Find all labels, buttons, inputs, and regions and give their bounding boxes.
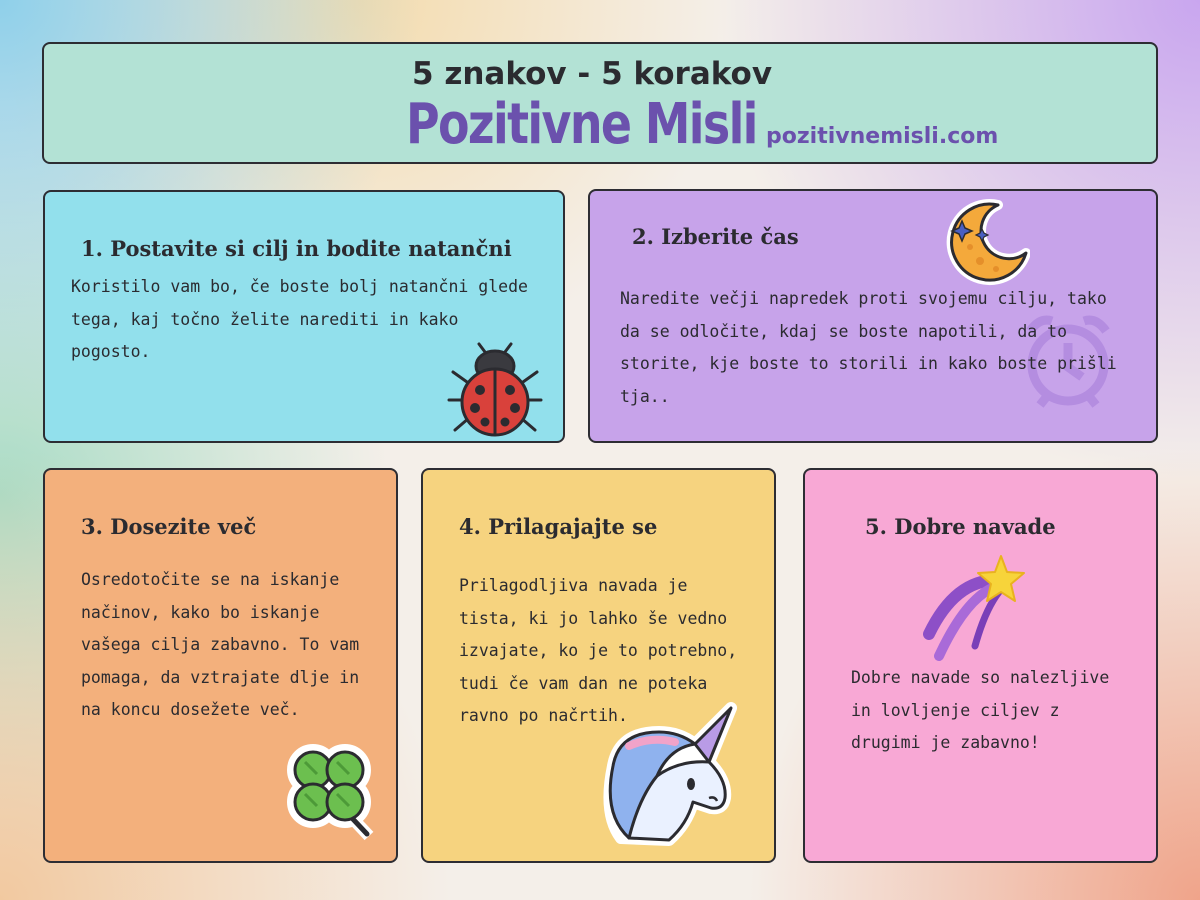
clover-icon (277, 738, 381, 842)
step-5-text: Dobre navade so nalezljive in lovljenje ciljev z drugimi je zabavno! (851, 668, 1110, 752)
step-1-title: 1. Postavite si cilj in bodite natančni (81, 236, 512, 261)
step-2-title: 2. Izberite čas (632, 224, 799, 249)
step-2-text: Naredite večji napredek proti svojemu cilju, tako da se odločite, kdaj se boste napotili, da to storite, kje boste to storili in kako boste prišli tja.. (620, 289, 1117, 406)
shooting-star-icon (915, 550, 1027, 662)
site-link[interactable]: pozitivnemisli.com (766, 124, 999, 149)
unicorn-icon (599, 702, 745, 850)
header-kicker: 5 znakov - 5 korakov (411, 56, 773, 92)
step-3-title: 3. Dosezite več (81, 514, 257, 539)
step-card-5 (803, 468, 1158, 863)
step-card-4 (421, 468, 776, 863)
moon-icon (940, 199, 1030, 289)
step-1-text: Koristilo vam bo, če boste bolj natančni glede tega, kaj točno želite narediti in kako pogosto. (71, 277, 528, 361)
step-card-3 (43, 468, 398, 863)
step-4-text: Prilagodljiva navada je tista, ki jo lahko še vedno izvajate, ko je to potrebno, tudi če vam dan ne poteka ravno po načrtih. (459, 576, 738, 725)
step-4-title: 4. Prilagajajte se (459, 514, 658, 539)
step-3-text: Osredotočite se na iskanje načinov, kako bo iskanje vašega cilja zabavno. To vam pomaga, da vztrajate dlje in na koncu dosežete več. (81, 570, 360, 719)
step-5-title: 5. Dobre navade (865, 514, 1056, 539)
ladybug-icon (445, 342, 545, 438)
step-card-2 (588, 189, 1158, 443)
page-title: Pozitivne Misli (406, 92, 757, 157)
header-banner (42, 42, 1158, 164)
step-card-1 (43, 190, 565, 443)
